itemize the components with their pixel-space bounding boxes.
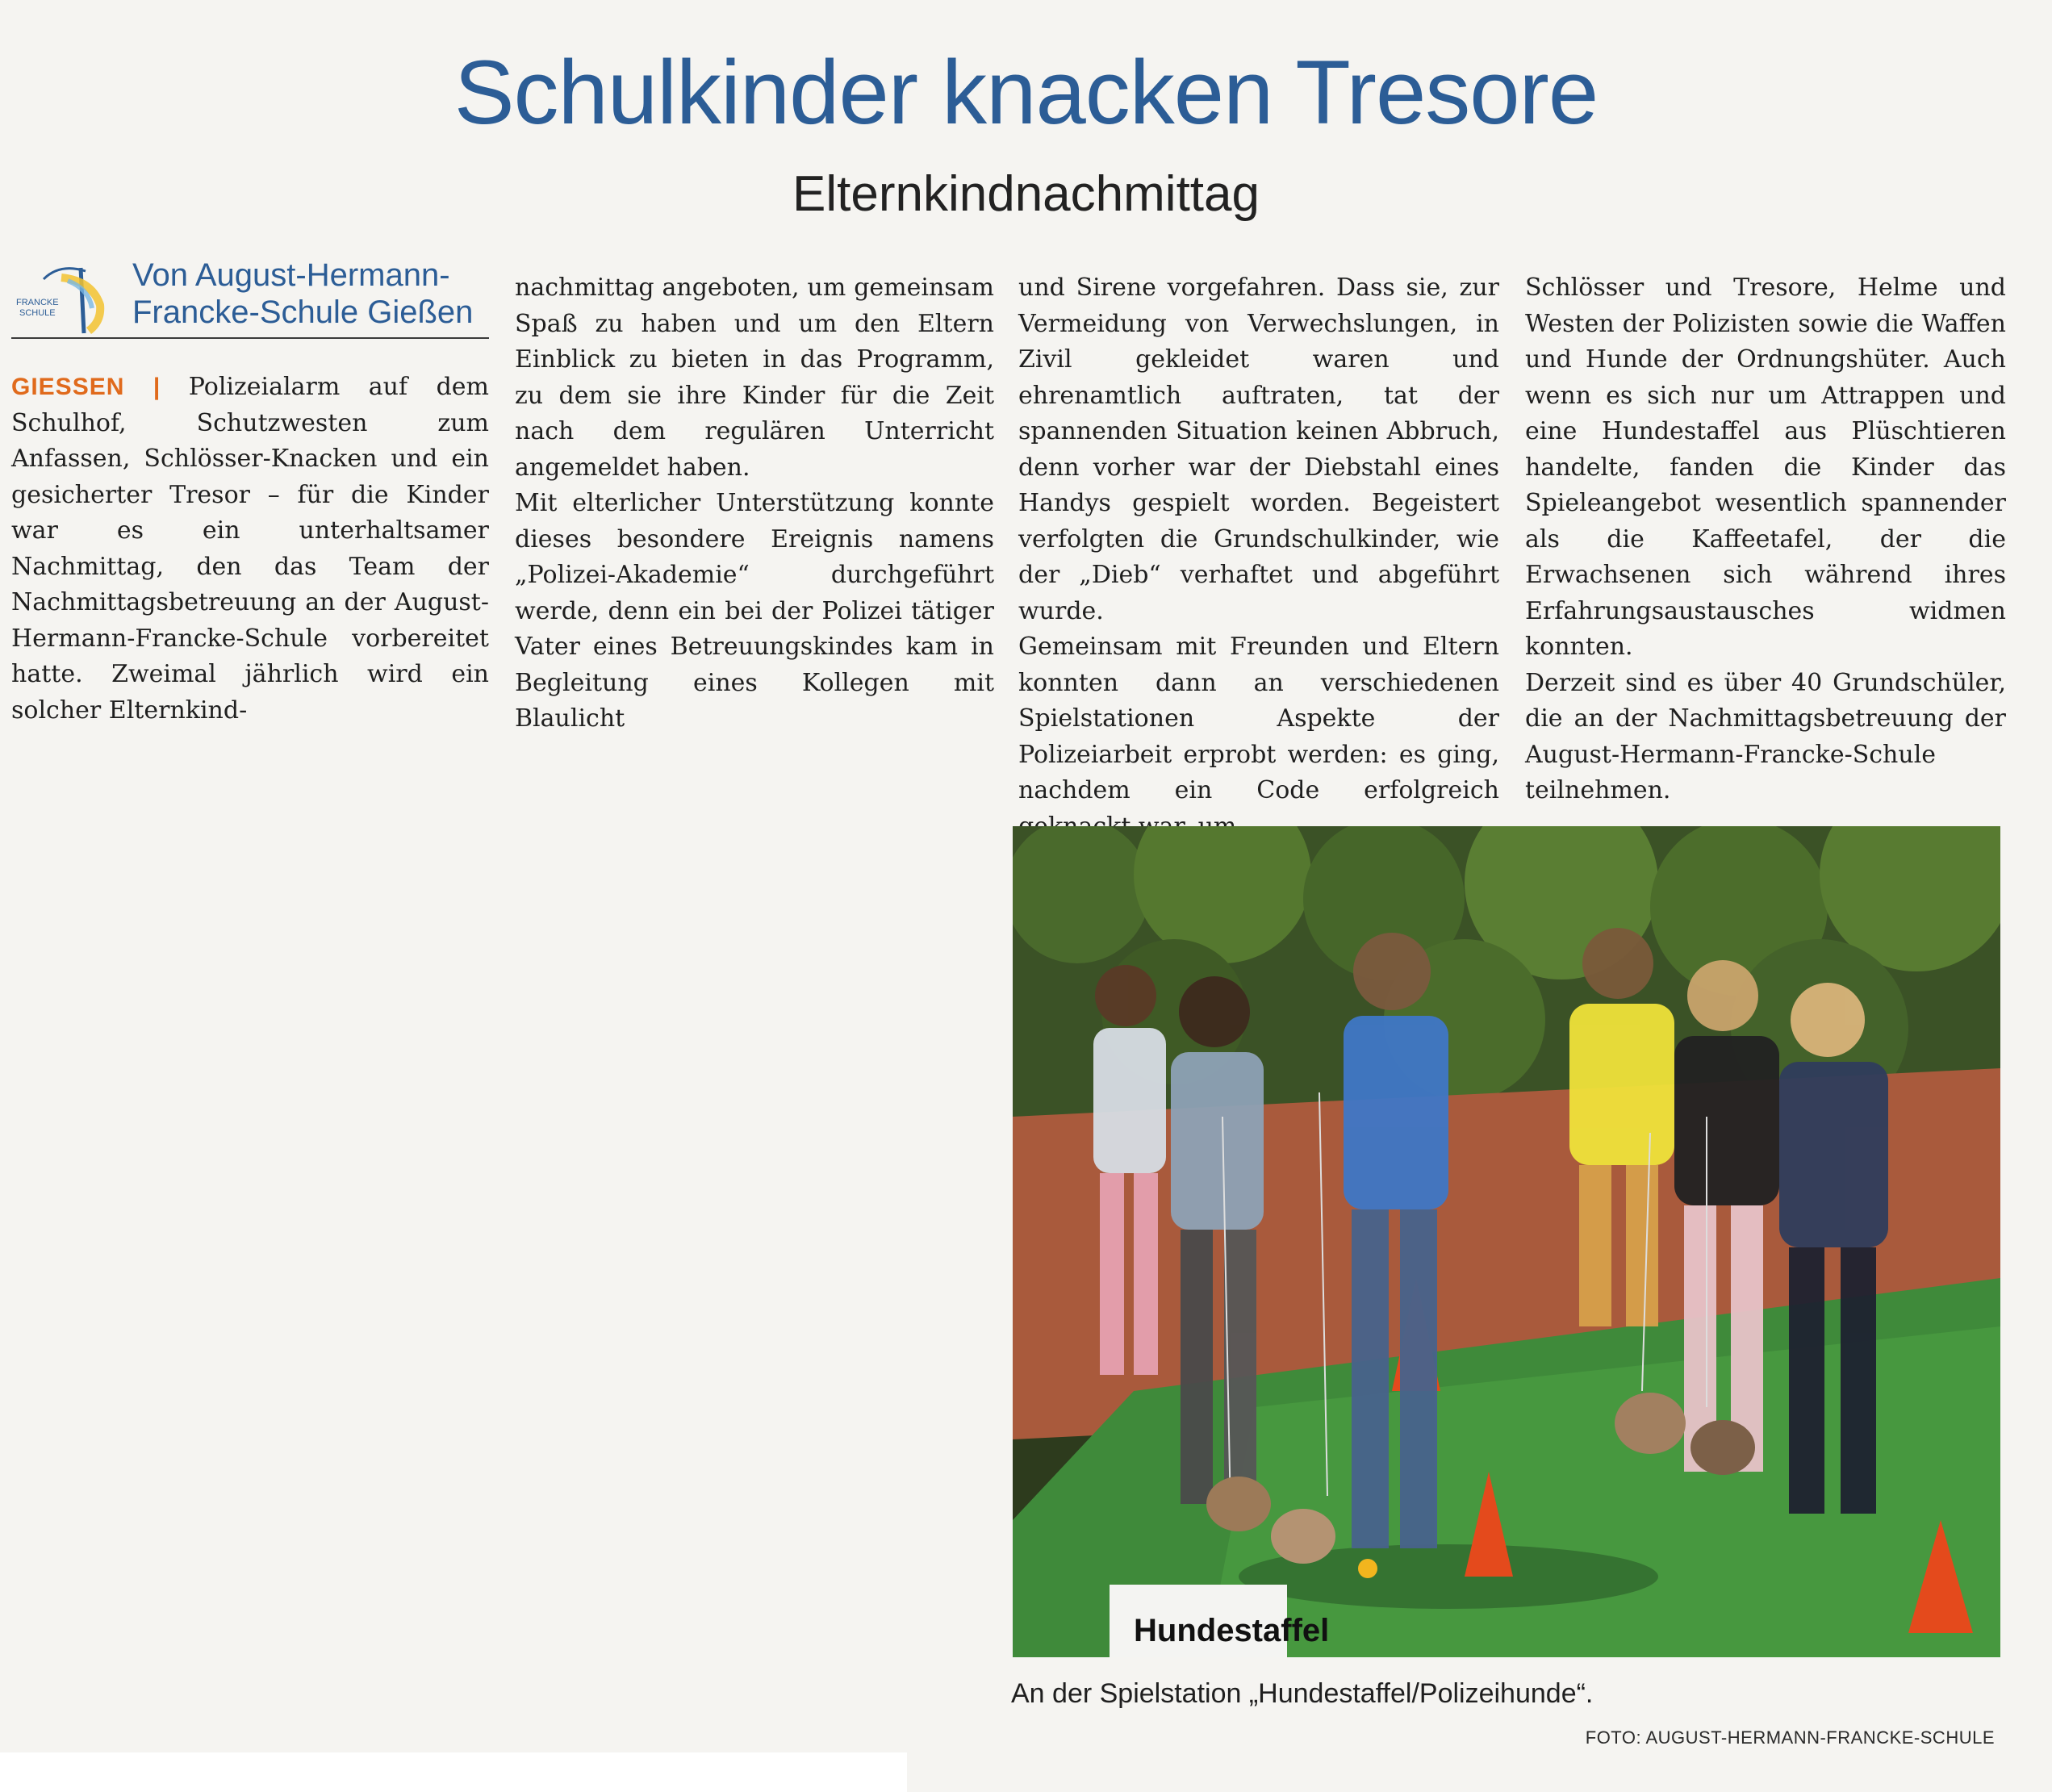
byline-line-2: Francke-Schule Gießen [132, 294, 474, 330]
headline: Schulkinder knacken Tresore [453, 42, 1599, 143]
photo-caption: An der Spielstation „Hundestaffel/Polizeihunde“. [1011, 1678, 1594, 1709]
school-logo [11, 257, 132, 337]
photo-credit: FOTO: AUGUST-HERMANN-FRANCKE-SCHULE [1585, 1727, 1995, 1748]
svg-text:FRANCKE: FRANCKE [16, 298, 59, 307]
article-column-3 [1018, 270, 1499, 845]
byline [11, 257, 489, 339]
article-photo [1013, 826, 2000, 1657]
photo-illustration [1013, 826, 2000, 1657]
paragraph-4: und Sirene vorgefahren. Dass sie, zur Vermeidung von Verwechslungen, in Zivil gekleidet waren und ehrenamtlich auftraten, tat der spannenden Situation keinen Abbruch, denn vorher war der Diebstahl eines Handys gespielt worden. Begeistert verfolgten die Grundschulkinder, wie der „Dieb“ verhaftet und abgeführt wurde. [1018, 274, 1499, 625]
school-logo-icon [11, 257, 132, 337]
article-column-2 [515, 270, 994, 737]
paragraph-6: Schlösser und Tresore, Helme und Westen der Polizisten sowie die Waffen und Hunde der Ordnungshüter. Auch wenn es sich nur um Attrappen und eine Hundestaffel aus Plüschtieren handelte, fanden die Kinder das Spieleangebot wesentlich spannender als die Kaffeetafel, der die Erwachsenen sich während ihres Erfahrungsaustausches widmen konnten. [1525, 274, 2006, 661]
scan-blank-corner [0, 1752, 907, 1792]
dateline: GIESSEN [11, 374, 125, 400]
svg-text:SCHULE: SCHULE [19, 308, 56, 318]
paragraph-5: Gemeinsam mit Freunden und Eltern konnten dann an verschiedenen Spielstationen Aspekte der Polizeiarbeit erprobt werden: es ging, nachdem ein Code erfolgreich [1018, 633, 1499, 804]
article-column-4 [1525, 270, 2006, 809]
article-column-1 [11, 370, 489, 729]
subheadline: Elternkindnachmittag [792, 166, 1260, 222]
byline-line-1: Von August-Hermann- [132, 257, 450, 293]
paragraph-3: Mit elterlicher Unterstützung konnte dieses besondere Ereignis namens „Polizei-Akademie“ durchgeführt werde, denn ein bei der Polizei tätiger Vater eines Betreuungskindes kam in Begleitung eines Kollegen mit Blaulicht [515, 489, 994, 733]
paragraph-1: Polizeialarm auf dem Schulhof, Schutzwesten zum Anfassen, Schlösser-Knacken und ein gesicherter Tresor – für die Kinder war es ein unterhaltsamer Nachmittag, den das Team der Nachmittagsbetreuung an der August-Hermann-Francke-Schule vorbereitet hatte. Zweimal jährlich wird ein solcher Elternkind- [11, 373, 489, 725]
byline-text [132, 257, 487, 331]
photo-sign-text: Hundestaffel [1134, 1613, 1330, 1648]
paragraph-2: nachmittag angeboten, um gemeinsam Spaß zu haben und um den Eltern Einblick zu bieten in das Programm, zu dem sie ihre Kinder für die Zeit nach dem regulären Unterricht angemeldet haben. [515, 274, 994, 482]
dateline-separator: | [153, 374, 161, 400]
paragraph-7: Derzeit sind es über 40 Grundschüler, die an der Nachmittagsbetreuung der August-Hermann-Francke-Schule teilnehmen. [1525, 668, 2006, 804]
